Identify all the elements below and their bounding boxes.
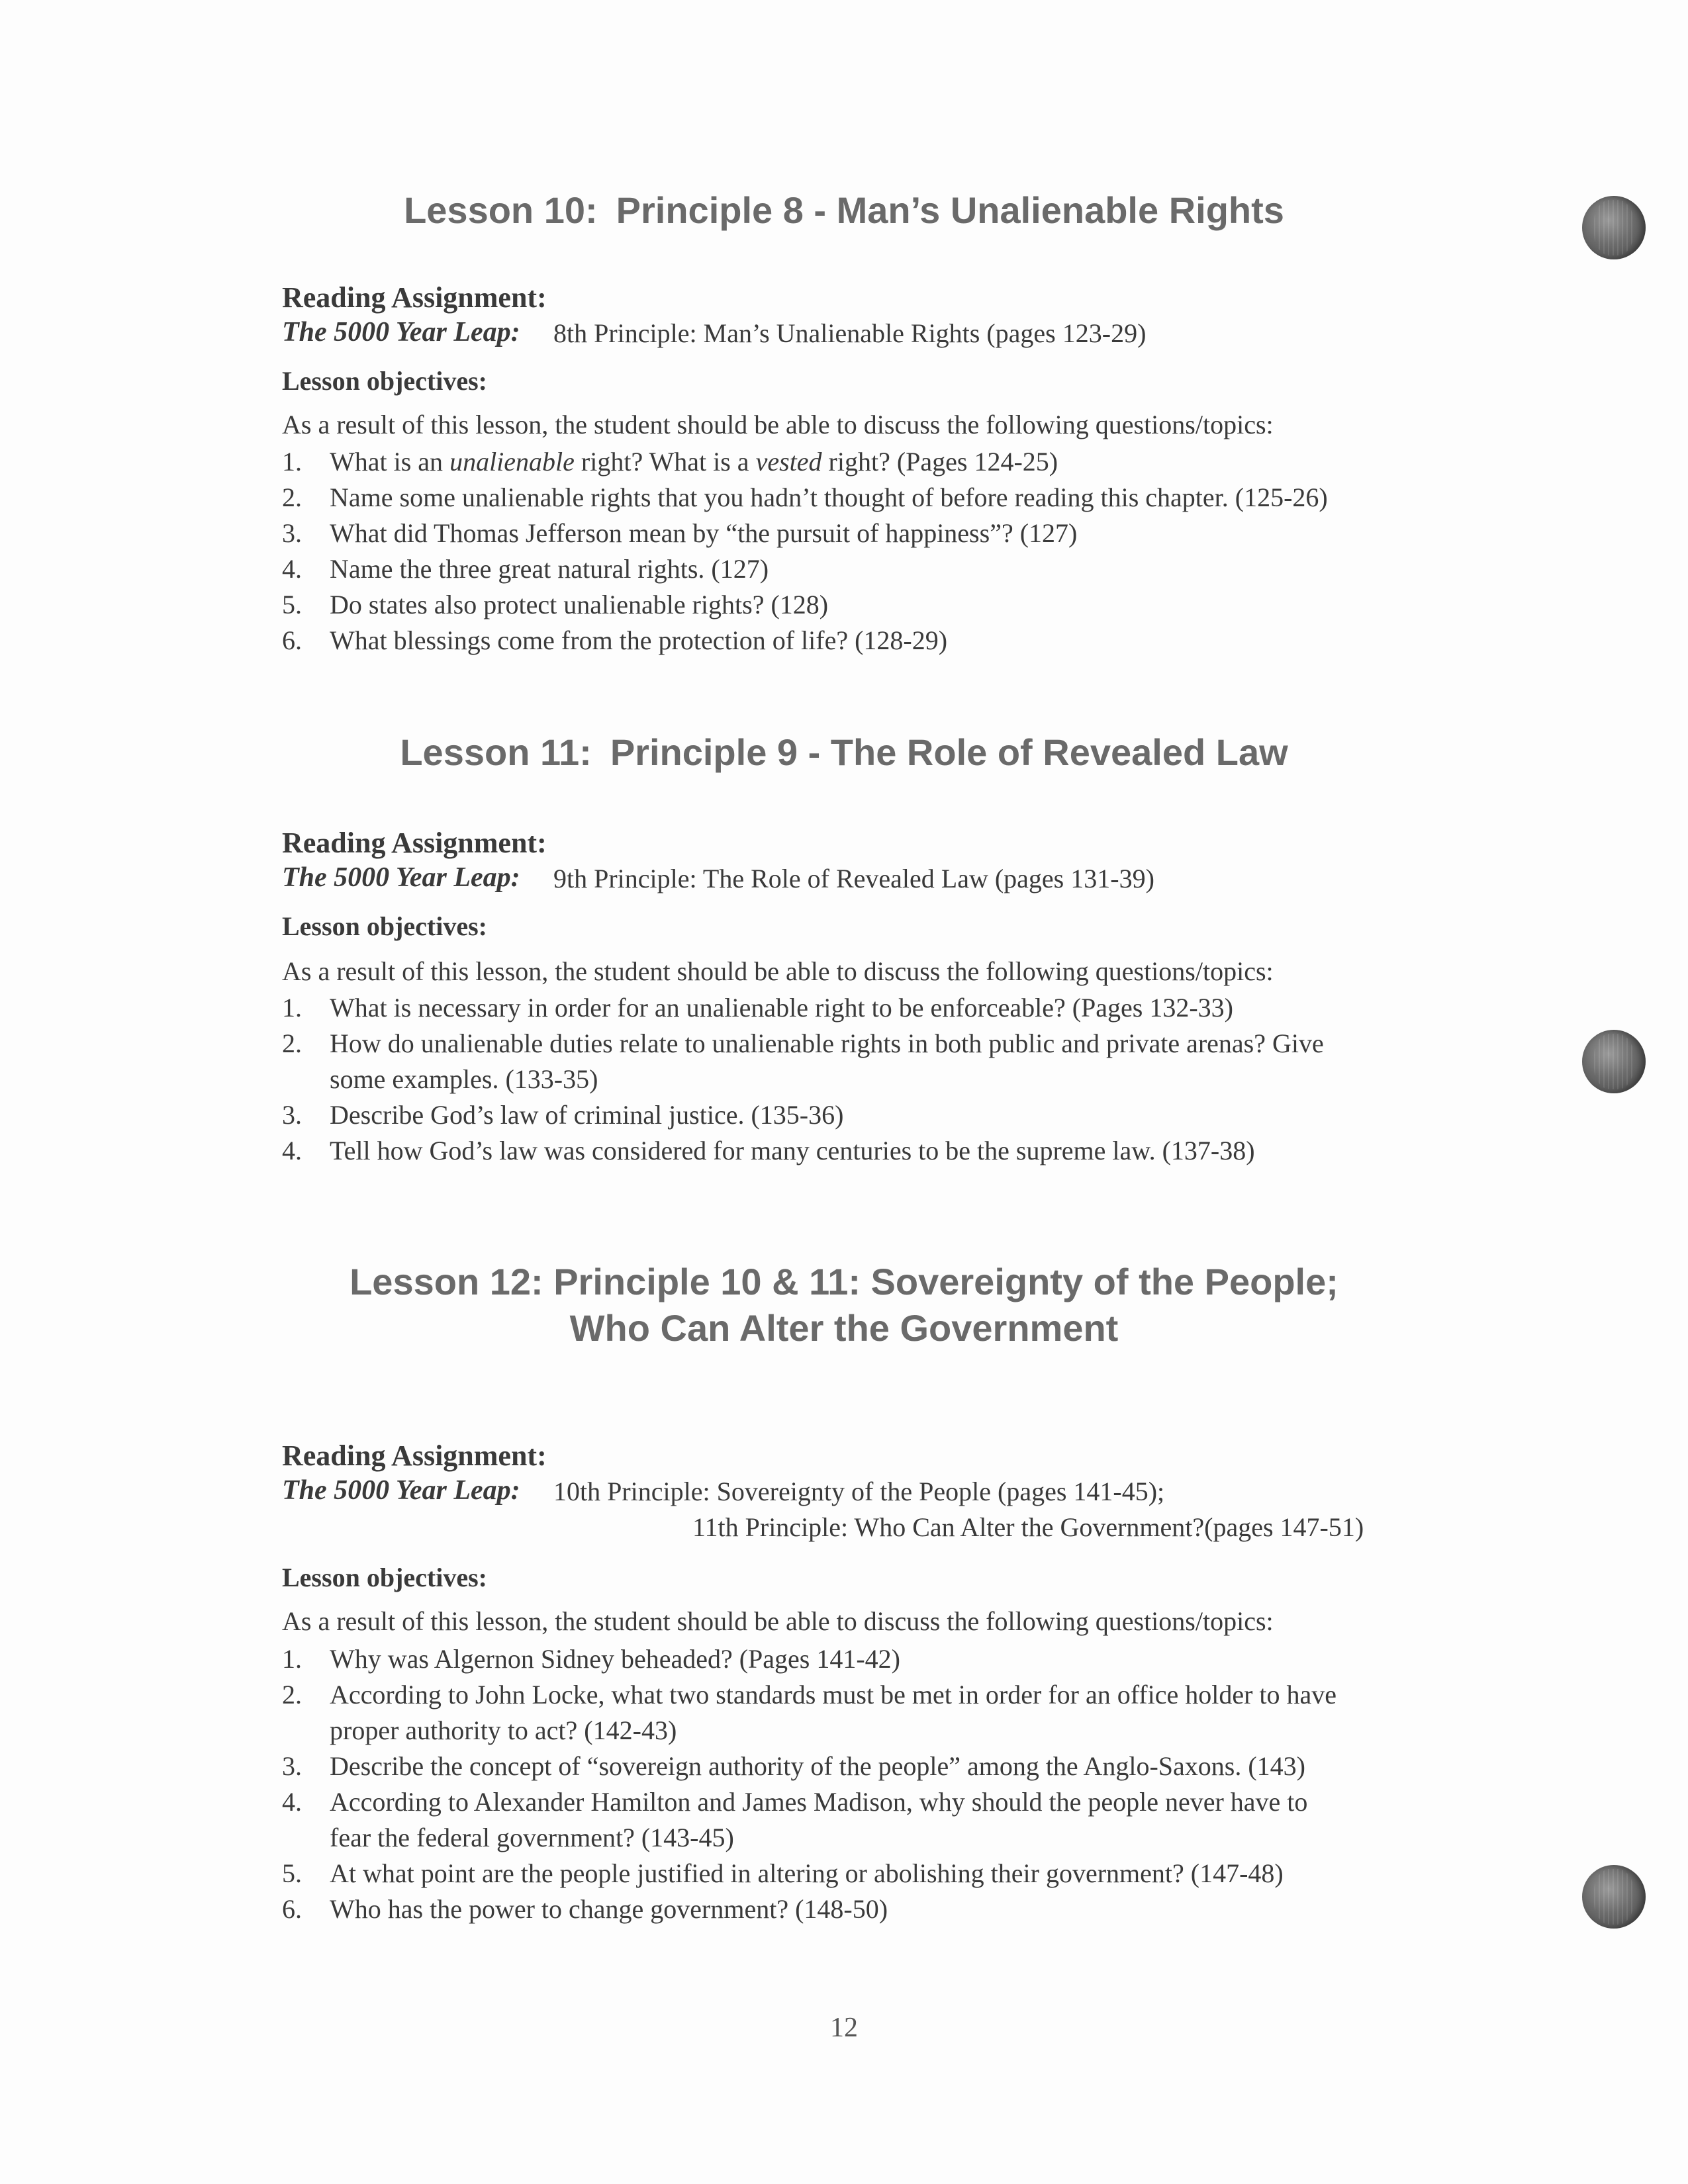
list-item: 5. At what point are the people justified in altering or abolishing their government? (147-48) <box>282 1858 1284 1888</box>
page-number: 12 <box>830 2013 858 2043</box>
punch-hole-bottom <box>1582 1865 1646 1929</box>
lesson-12-assignment-line-1: 10th Principle: Sovereignty of the People (pages 141-45); <box>553 1477 1165 1506</box>
lesson-10-intro: As a result of this lesson, the student should be able to discuss the following questions/topics: <box>282 410 1274 439</box>
lesson-12-intro: As a result of this lesson, the student should be able to discuss the following questions/topics: <box>282 1606 1274 1636</box>
lesson-10-heading <box>0 187 1688 234</box>
list-item: 4. According to Alexander Hamilton and James Madison, why should the people never have to fear the federal government? (143-45) <box>282 1787 1308 1852</box>
lesson-11-assignment: 9th Principle: The Role of Revealed Law (pages 131-39) <box>553 864 1154 893</box>
list-item: 6. Who has the power to change government? (148-50) <box>282 1894 888 1924</box>
emphasis-unalienable: unalienable <box>449 447 575 477</box>
lesson-11-questions <box>282 990 1521 1169</box>
list-item: 4. Name the three great natural rights. (127) <box>282 554 769 584</box>
list-item: 1. Why was Algernon Sidney beheaded? (Pages 141-42) <box>282 1644 900 1674</box>
lesson-10-questions <box>282 444 1521 659</box>
punch-hole-top <box>1582 196 1646 259</box>
list-item: 5. Do states also protect unalienable rights? (128) <box>282 590 829 619</box>
list-item: 3. Describe the concept of “sovereign authority of the people” among the Anglo-Saxons. (143) <box>282 1751 1306 1781</box>
lesson-10-number: Lesson 10: <box>404 189 598 231</box>
list-item: 3. Describe God’s law of criminal justice. (135-36) <box>282 1100 844 1130</box>
lesson-10-objectives-label: Lesson objectives: <box>282 366 487 396</box>
list-item: 4. Tell how God’s law was considered for many centuries to be the supreme law. (137-38) <box>282 1136 1255 1165</box>
lesson-10-assignment: 8th Principle: Man’s Unalienable Rights (pages 123-29) <box>553 318 1147 348</box>
lesson-10-book-title: The 5000 Year Leap: <box>282 317 520 347</box>
lesson-11-intro: As a result of this lesson, the student should be able to discuss the following questions/topics: <box>282 956 1274 986</box>
lesson-12-title-line-1: Lesson 12: Principle 10 & 11: Sovereignty of the People; <box>350 1261 1338 1302</box>
emphasis-vested: vested <box>755 447 822 477</box>
lesson-12-assignment-line-2: 11th Principle: Who Can Alter the Government?(pages 147-51) <box>692 1512 1364 1542</box>
lesson-11-title: Principle 9 - The Role of Revealed Law <box>610 731 1288 773</box>
lesson-12-heading <box>0 1259 1688 1351</box>
list-item: 2. According to John Locke, what two standards must be met in order for an office holder to have proper authority to act? (142-43) <box>282 1680 1337 1745</box>
lesson-12-objectives-label: Lesson objectives: <box>282 1563 487 1592</box>
lesson-11-number: Lesson 11: <box>400 731 592 773</box>
lesson-10-reading-label: Reading Assignment: <box>282 281 547 314</box>
lesson-12-book-title: The 5000 Year Leap: <box>282 1475 520 1506</box>
lesson-12-questions <box>282 1641 1521 1927</box>
lesson-11-book-title: The 5000 Year Leap: <box>282 862 520 893</box>
lesson-12-reading-label: Reading Assignment: <box>282 1439 547 1472</box>
lesson-12-title-line-2: Who Can Alter the Government <box>569 1307 1119 1349</box>
punch-hole-middle <box>1582 1030 1646 1093</box>
lesson-11-objectives-label: Lesson objectives: <box>282 911 487 941</box>
list-item: 6. What blessings come from the protection of life? (128-29) <box>282 625 948 655</box>
list-item: 1. What is an unalienable right? What is a vested right? (Pages 124-25) <box>282 447 1058 477</box>
list-item: 3. What did Thomas Jefferson mean by “the pursuit of happiness”? (127) <box>282 518 1078 548</box>
lesson-11-reading-label: Reading Assignment: <box>282 827 547 859</box>
lesson-10-title: Principle 8 - Man’s Unalienable Rights <box>616 189 1284 231</box>
list-item: 2. How do unalienable duties relate to unalienable rights in both public and private arenas? Give some examples. (133-35) <box>282 1028 1324 1094</box>
lesson-11-heading <box>0 729 1688 776</box>
list-item: 1. What is necessary in order for an unalienable right to be enforceable? (Pages 132-33) <box>282 993 1233 1023</box>
list-item: 2. Name some unalienable rights that you hadn’t thought of before reading this chapter. (125-26) <box>282 482 1328 512</box>
